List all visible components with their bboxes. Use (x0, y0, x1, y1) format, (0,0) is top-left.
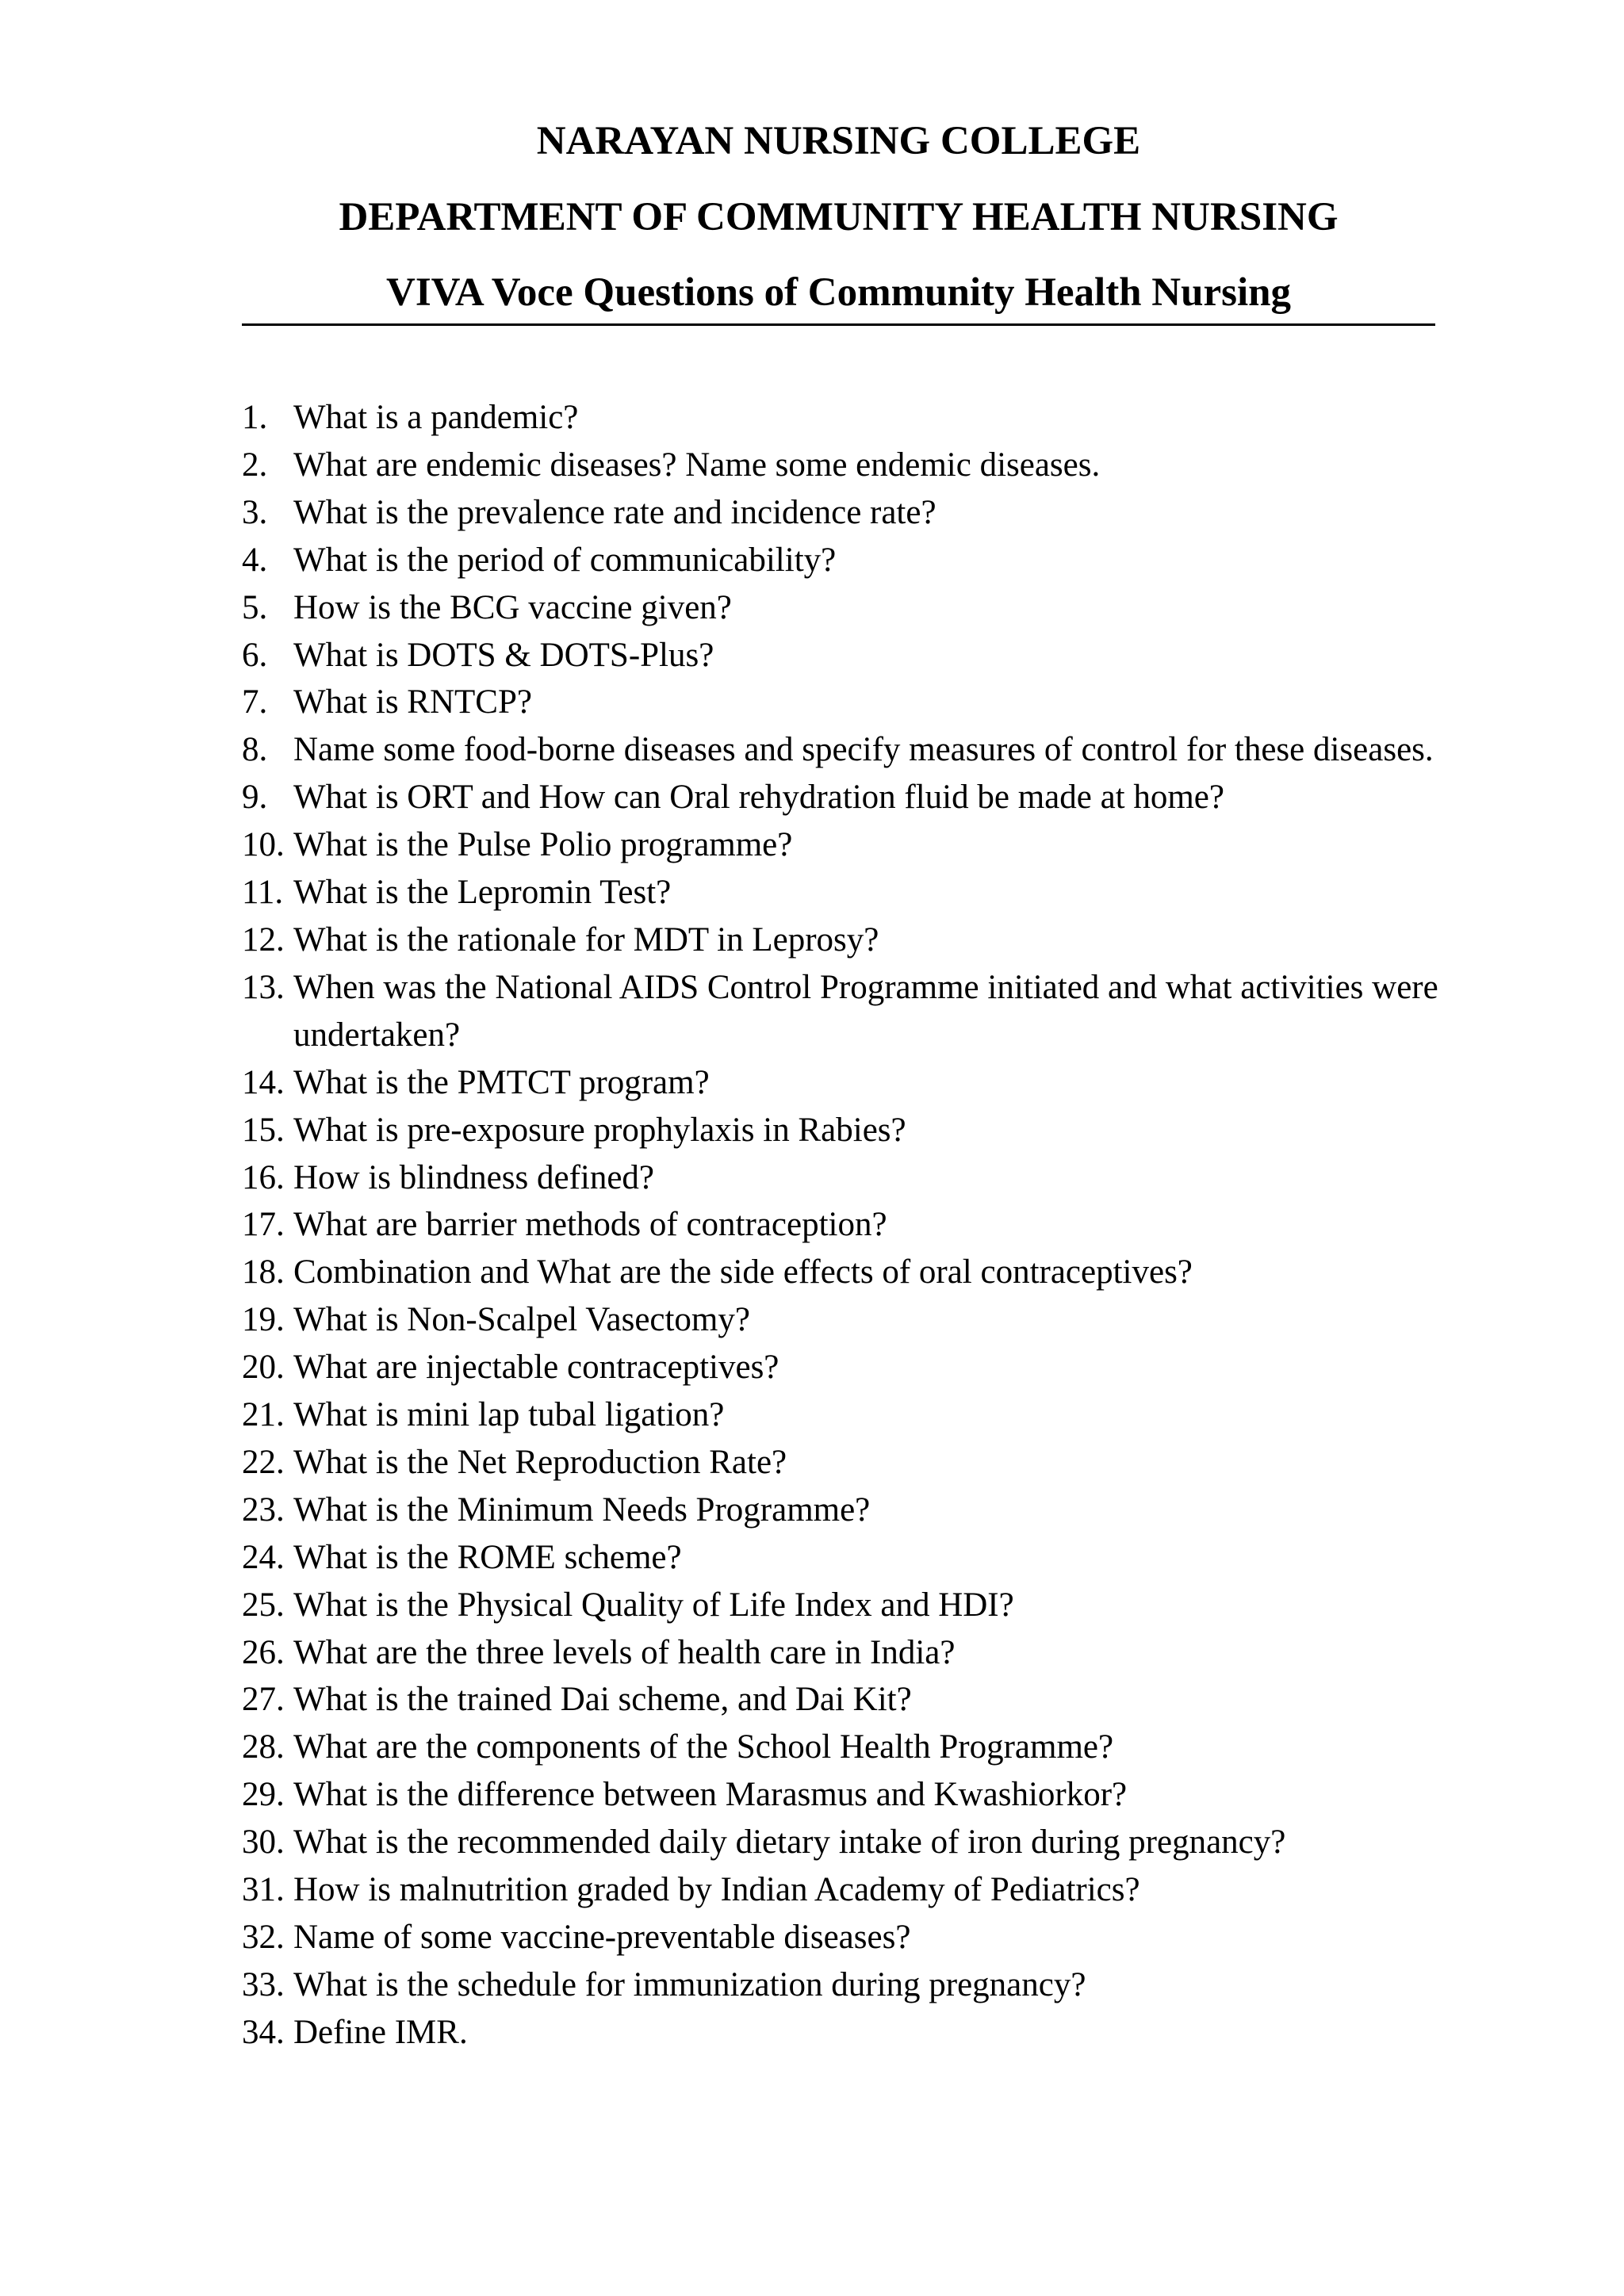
question-text: Name of some vaccine-preventable diseases? (293, 1919, 911, 1956)
question-text: How is blindness defined? (293, 1158, 655, 1196)
question-item (242, 632, 1447, 679)
question-text: What is the prevalence rate and incidence rate? (293, 493, 936, 531)
question-text: What is the Pulse Polio programme? (293, 826, 793, 864)
question-item (242, 489, 1447, 537)
question-number: 10. (242, 826, 285, 864)
question-item (242, 394, 1447, 442)
question-text: What are the three levels of health care in India? (293, 1633, 956, 1671)
question-item (242, 1582, 1447, 1629)
question-number: 2. (242, 446, 268, 484)
question-text: What is ORT and How can Oral rehydration fluid be made at home? (293, 779, 1224, 817)
question-item (242, 916, 1447, 964)
question-number: 12. (242, 920, 285, 959)
question-number: 5. (242, 588, 268, 626)
question-item (242, 869, 1447, 916)
question-item (242, 821, 1447, 869)
question-text: What is the trained Dai scheme, and Dai Kit? (293, 1681, 912, 1719)
question-item (242, 1629, 1447, 1677)
question-number: 1. (242, 399, 268, 436)
question-item (242, 1107, 1447, 1154)
question-number: 15. (242, 1111, 285, 1149)
question-number: 20. (242, 1349, 285, 1387)
question-text: What is the rationale for MDT in Leprosy? (293, 920, 879, 959)
question-text: How is malnutrition graded by Indian Academy of Pediatrics? (293, 1871, 1140, 1909)
question-item (242, 1534, 1447, 1582)
question-text: What is pre-exposure prophylaxis in Rabies? (293, 1111, 906, 1149)
question-number: 16. (242, 1158, 285, 1196)
question-number: 31. (242, 1871, 285, 1909)
subject-title: VIVA Voce Questions of Community Health Nursing (385, 270, 1292, 315)
question-text: What is RNTCP? (293, 683, 532, 721)
question-number: 17. (242, 1206, 285, 1244)
question-item (242, 1249, 1447, 1296)
question-number: 11. (242, 874, 284, 912)
question-item (242, 1771, 1447, 1819)
question-number: 19. (242, 1301, 285, 1339)
question-item (242, 1866, 1447, 1914)
question-text: What is the ROME scheme? (293, 1538, 682, 1576)
question-text: When was the National AIDS Control Programme initiated and what activities were undertaken? (293, 968, 1438, 1054)
question-item (242, 774, 1447, 821)
question-item (242, 1487, 1447, 1534)
question-number: 13. (242, 968, 285, 1006)
question-number: 25. (242, 1586, 285, 1624)
question-text: What is the Lepromin Test? (293, 874, 672, 912)
question-number: 23. (242, 1490, 285, 1529)
question-item (242, 584, 1447, 632)
question-number: 21. (242, 1396, 285, 1434)
question-number: 4. (242, 541, 268, 579)
question-item (242, 1154, 1447, 1202)
question-number: 24. (242, 1538, 285, 1576)
question-text: What is the period of communicability? (293, 541, 837, 579)
question-text: What is mini lap tubal ligation? (293, 1396, 725, 1434)
question-number: 22. (242, 1443, 285, 1481)
question-number: 30. (242, 1823, 285, 1862)
question-item (242, 2009, 1447, 2057)
question-item (242, 1059, 1447, 1107)
question-number: 27. (242, 1681, 285, 1719)
question-number: 29. (242, 1776, 285, 1814)
question-item (242, 1296, 1447, 1344)
question-text: What is the Physical Quality of Life Index and HDI? (293, 1586, 1014, 1624)
question-text: Define IMR. (293, 2013, 468, 2051)
question-number: 7. (242, 683, 268, 721)
question-text: What are injectable contraceptives? (293, 1349, 779, 1387)
question-number: 26. (242, 1633, 285, 1671)
question-number: 34. (242, 2013, 285, 2051)
question-text: What is the PMTCT program? (293, 1063, 710, 1101)
question-item (242, 1961, 1447, 2009)
question-item (242, 679, 1447, 726)
question-text: What is DOTS & DOTS-Plus? (293, 636, 714, 674)
question-item (242, 964, 1447, 1059)
question-item (242, 726, 1447, 774)
question-item (242, 1914, 1447, 1961)
question-text: What are the components of the School Health Programme? (293, 1728, 1114, 1766)
question-number: 28. (242, 1728, 285, 1766)
question-item (242, 1724, 1447, 1771)
header-divider (242, 323, 1435, 326)
question-number: 8. (242, 731, 268, 769)
question-item (242, 1819, 1447, 1866)
question-number: 9. (242, 779, 268, 817)
question-item (242, 1439, 1447, 1487)
question-text: What is a pandemic? (293, 399, 579, 436)
question-text: How is the BCG vaccine given? (293, 588, 732, 626)
question-text: What are endemic diseases? Name some endemic diseases. (293, 446, 1101, 484)
question-number: 14. (242, 1063, 285, 1101)
question-item (242, 537, 1447, 584)
question-item (242, 1676, 1447, 1724)
question-text: What is the difference between Marasmus and Kwashiorkor? (293, 1776, 1128, 1814)
question-text: Combination and What are the side effects of oral contraceptives? (293, 1253, 1193, 1292)
question-text: What are barrier methods of contraception? (293, 1206, 887, 1244)
question-text: What is the Minimum Needs Programme? (293, 1490, 871, 1529)
question-number: 33. (242, 1965, 285, 2003)
question-item (242, 1201, 1447, 1249)
question-item (242, 1391, 1447, 1439)
question-number: 18. (242, 1253, 285, 1292)
question-number: 6. (242, 636, 268, 674)
question-text: What is Non-Scalpel Vasectomy? (293, 1301, 750, 1339)
question-item (242, 442, 1447, 489)
question-number: 3. (242, 493, 268, 531)
college-title: NARAYAN NURSING COLLEGE (536, 119, 1141, 163)
question-text: What is the Net Reproduction Rate? (293, 1443, 787, 1481)
question-text: Name some food-borne diseases and specify measures of control for these diseases. (293, 731, 1434, 769)
question-text: What is the recommended daily dietary intake of iron during pregnancy? (293, 1823, 1286, 1862)
question-text: What is the schedule for immunization during pregnancy? (293, 1965, 1086, 2003)
question-item (242, 1344, 1447, 1391)
question-number: 32. (242, 1919, 285, 1956)
department-title: DEPARTMENT OF COMMUNITY HEALTH NURSING (339, 195, 1339, 239)
question-list (242, 394, 1447, 2057)
